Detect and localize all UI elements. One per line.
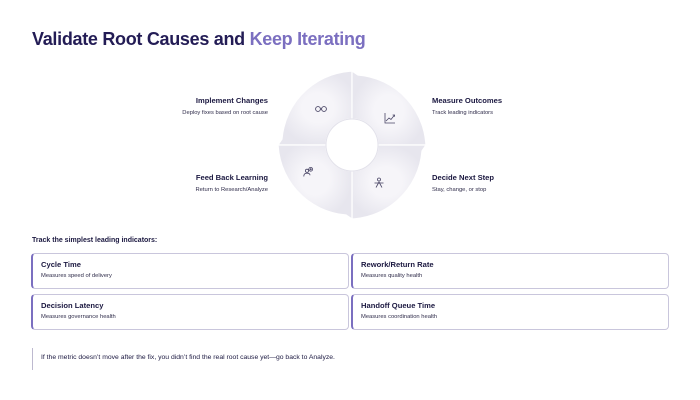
- step-title: Measure Outcomes: [432, 96, 503, 105]
- step-subtitle: Track leading indicators: [432, 110, 494, 116]
- step-title: Decide Next Step: [432, 173, 495, 182]
- callout-note: If the metric doesn’t move after the fix, you didn’t find the real root cause yet—go back to Analyze.: [32, 348, 335, 370]
- step-feed-back-learning: [196, 173, 269, 193]
- step-implement-changes: [182, 96, 268, 116]
- indicator-subtitle: Measures coordination health: [361, 314, 438, 320]
- indicator-subtitle: Measures speed of delivery: [41, 273, 112, 279]
- indicators-heading: Track the simplest leading indicators:: [32, 237, 158, 244]
- indicator-card-rework-rate: [351, 253, 669, 289]
- cycle-ring: [273, 66, 431, 224]
- step-title: Implement Changes: [195, 96, 268, 105]
- indicator-title: Handoff Queue Time: [361, 301, 436, 310]
- step-subtitle: Stay, change, or stop: [432, 187, 487, 193]
- indicator-title: Cycle Time: [41, 260, 81, 269]
- indicator-subtitle: Measures governance health: [41, 314, 116, 320]
- cycle-diagram: [273, 66, 431, 224]
- indicator-title: Rework/Return Rate: [361, 260, 434, 269]
- step-measure-outcomes: [432, 96, 502, 116]
- ring-center: [326, 119, 378, 171]
- step-subtitle: Return to Research/Analyze: [195, 187, 268, 193]
- indicator-subtitle: Measures quality health: [361, 273, 423, 279]
- indicator-card-handoff-queue-time: [351, 294, 669, 330]
- title-main: Validate Root Causes and: [32, 29, 250, 49]
- step-decide-next-step: [432, 173, 494, 193]
- indicator-title: Decision Latency: [41, 301, 104, 310]
- step-title: Feed Back Learning: [195, 173, 268, 182]
- indicator-card-decision-latency: [31, 294, 349, 330]
- indicator-card-cycle-time: [31, 253, 349, 289]
- page-title: [32, 29, 365, 50]
- step-subtitle: Deploy fixes based on root cause: [182, 110, 268, 116]
- title-accent: Keep Iterating: [249, 29, 366, 49]
